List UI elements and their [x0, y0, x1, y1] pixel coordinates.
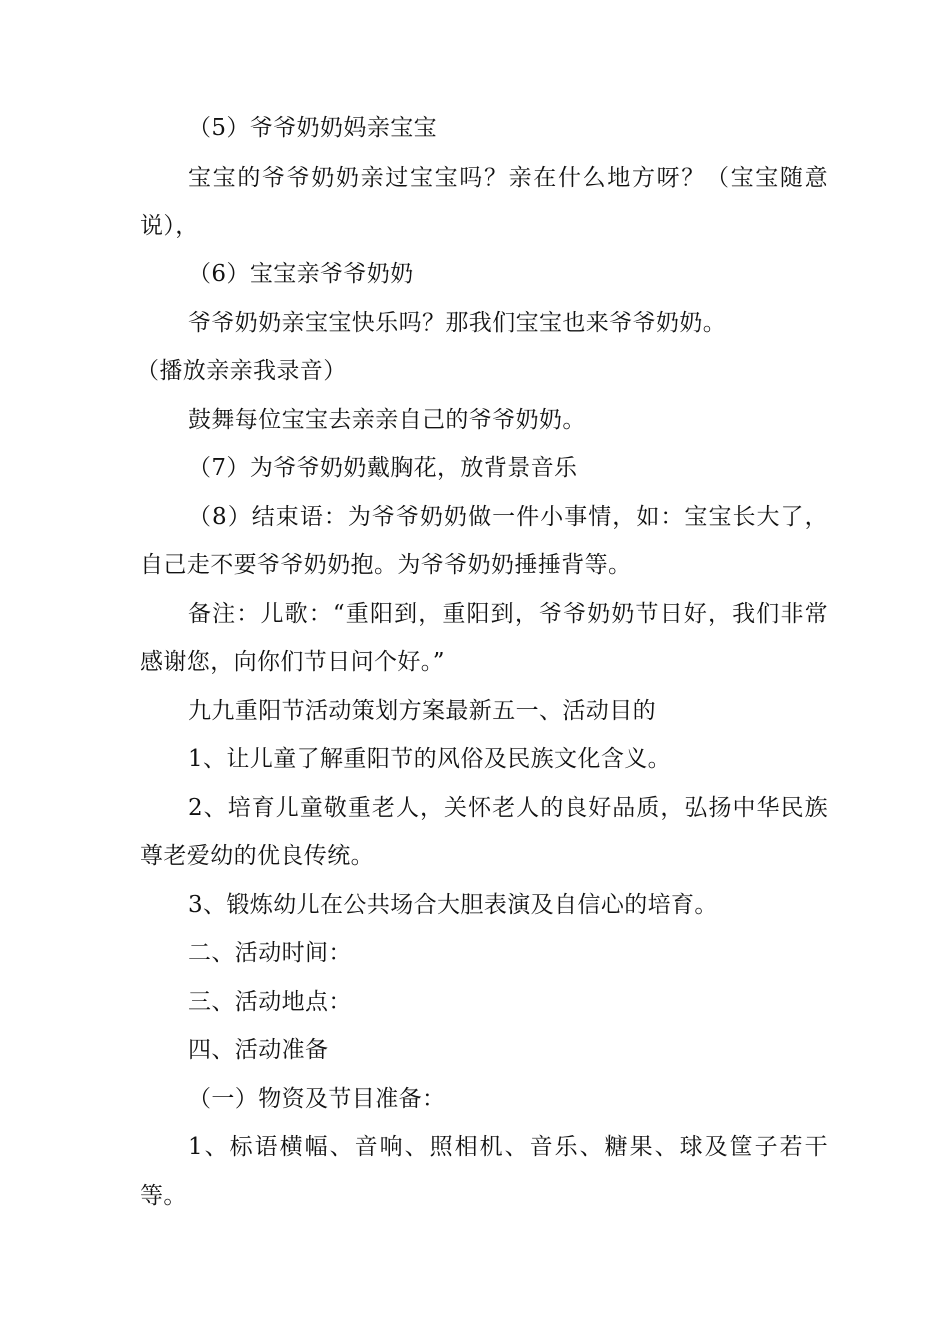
section-heading: 四、活动准备: [188, 1037, 329, 1063]
item-6-heading: （6）宝宝亲爷爷奶奶: [188, 261, 414, 287]
paragraph-line: 鼓舞每位宝宝去亲亲自己的爷爷奶奶。: [188, 407, 586, 433]
section-heading: 三、活动地点：: [188, 989, 352, 1015]
paragraph-line: 备注：儿歌：“重阳到，重阳到，爷爷奶奶节日好，我们非常: [188, 601, 828, 627]
paragraph-line: 感谢您，向你们节日问个好。”: [140, 649, 445, 675]
list-item: 2、培育儿童敬重老人，关怀老人的良好品质，弘扬中华民族: [188, 795, 828, 821]
paragraph-line: 等。: [140, 1183, 187, 1209]
item-5-heading: （5）爷爷奶奶妈亲宝宝: [188, 115, 438, 141]
paragraph-line: 自己走不要爷爷奶奶抱。为爷爷奶奶捶捶背等。: [140, 552, 632, 578]
subsection-heading: （一）物资及节目准备：: [188, 1086, 446, 1112]
paragraph-line: 宝宝的爷爷奶奶亲过宝宝吗？亲在什么地方呀？（宝宝随意: [188, 165, 828, 191]
paragraph-line: 爷爷奶奶亲宝宝快乐吗？那我们宝宝也来爷爷奶奶。: [188, 310, 727, 336]
paragraph-line: 尊老爱幼的优良传统。: [140, 843, 374, 869]
section-heading: 二、活动时间：: [188, 940, 352, 966]
list-item: 3、锻炼幼儿在公共场合大胆表演及自信心的培育。: [188, 892, 718, 918]
paragraph-line: （8）结束语：为爷爷奶奶做一件小事情，如：宝宝长大了，: [188, 504, 828, 530]
list-item: 1、让儿童了解重阳节的风俗及民族文化含义。: [188, 746, 672, 772]
list-item: 1、标语横幅、音响、照相机、音乐、糖果、球及筐子若干: [188, 1134, 828, 1160]
paragraph-line: （播放亲亲我录音）: [136, 358, 347, 384]
paragraph-line: 说），: [140, 213, 199, 239]
section-title: 九九重阳节活动策划方案最新五一、活动目的: [188, 698, 656, 724]
item-7-heading: （7）为爷爷奶奶戴胸花，放背景音乐: [188, 455, 578, 481]
